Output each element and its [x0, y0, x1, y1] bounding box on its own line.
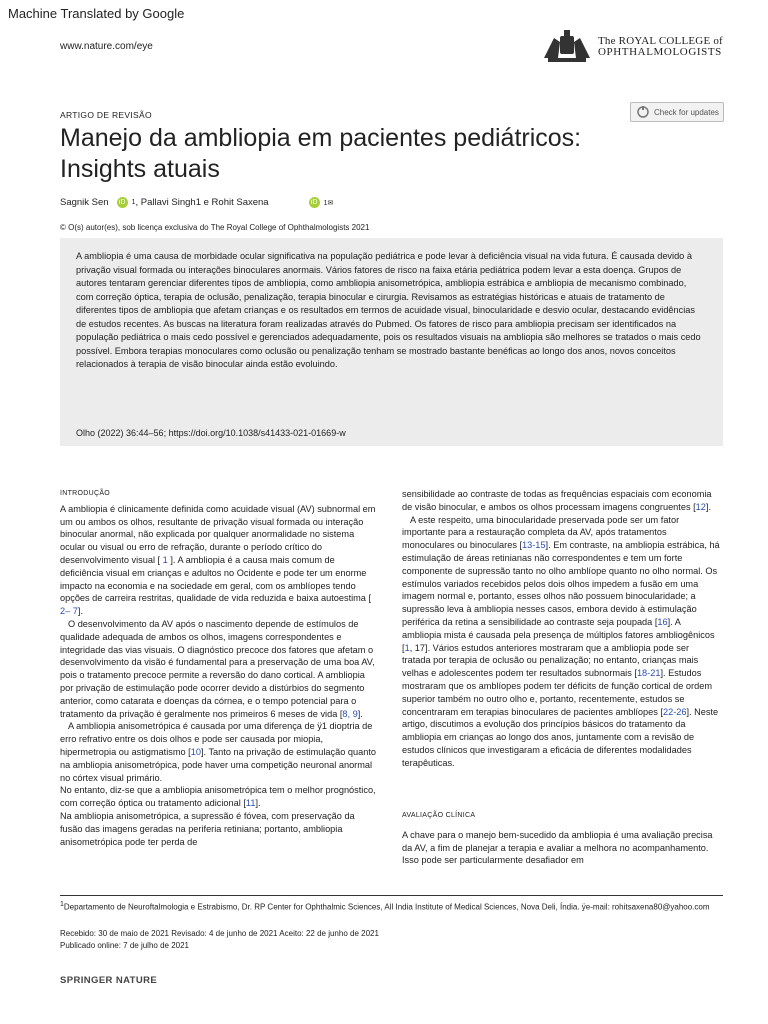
paragraph: A ambliopia é clinicamente definida como acuidade visual (AV) subnormal em um ou ambos os olhos, resultante de privação visual formada ou interação binocular anormal, não explicada por qualquer anormalidade no sistema ocular ou visual ou erro de refração, durante o período crítico do desenvolvimento visual [ 1 ]. A ambliopia é a causa mais comum de deficiência visual em crianças e adultos no Ocidente e pode ter um enorme impacto na economia e na sociedade em geral, com os amblíopes tendo opções de carreira restritas, qualidade de vida reduzida e baixa autoestima [ 2– 7].: [60, 503, 376, 617]
paragraph: A chave para o manejo bem-sucedido da ambliopia é uma avaliação precisa da AV, a fim de planejar a terapia e avaliar a melhora no acompanhamento. Isso pode ser particularmente desafiador em: [402, 829, 713, 866]
reference-link[interactable]: 8, 9: [342, 708, 358, 719]
title-line-1: Manejo da ambliopia em pacientes pediátricos:: [60, 124, 582, 152]
reference-link[interactable]: 1: [160, 554, 171, 565]
published-date: Publicado online: 7 de julho de 2021: [60, 941, 189, 950]
author-1-affiliation: 1: [131, 199, 136, 206]
article-title: [60, 123, 660, 185]
check-updates-label: Check for updates: [654, 107, 719, 117]
paragraph: sensibilidade ao contraste de todas as frequências espaciais com economia de visão binocular, e ambos os olhos processam imagens congruentes [12].: [402, 489, 712, 512]
author-list: [60, 197, 333, 208]
paragraph: A este respeito, uma binocularidade preservada pode ser um fator importante para a restauração completa da AV, após tratamentos monoculares ou binoculares [13-15]. Em contraste, na ambliopia estrábica, há estimulação de áreas retinianas não correspondentes e tem um forte componente de supressão tanto no olho amblíope quanto no olho normal. Os estímulos variados recebidos pelos dois olhos impedem a fusão em uma imagem normal e, portanto, esses olhos não possuem binocularidade; a supressão leva à ambliopia nesses casos, embora devido à estimulação periférica da retina a sensibilidade ao contraste seja poupada [16]. A ambliopia mista é causada pela presença de múltiplos fatores ambliogênicos [1, 17]. Vários estudos anteriores mostraram que a ambliopia pode ser tratada por terapia de oclusão ou penalização; no entanto, crianças mais velhas e adolescentes podem ter resultados subnormais [18-21]. Estudos mostraram que os amblíopes podem ter déficits de função cortical de ordem superior também no outro olho e, portanto, recentemente, estudos se concentraram em terapias binoculares de pacientes amblíopes [22-26]. Neste artigo, discutimos a evolução dos princípios básicos do tratamento da ambliopia em crianças ao longo dos anos, juntamente com a revisão de estudos clínicos que investigaram a eficácia de diferentes modalidades terapêuticas.: [402, 514, 720, 768]
article-type: ARTIGO DE REVISÃO: [60, 110, 152, 120]
translation-banner: Machine Translated by Google: [8, 6, 185, 21]
title-line-2: Insights atuais: [60, 155, 220, 183]
reference-link[interactable]: 16: [657, 616, 668, 627]
abstract-box: [60, 238, 723, 446]
paragraph: A ambliopia anisometrópica é causada por uma diferença de ÿ1 dioptria de erro refrativo entre os dois olhos e pode ser causada por miopia, hipermetropia ou astigmatismo [10]. Tanto na privação de estimulação quanto na ambliopia anisometrópica, pode haver uma competição neuronal anormal no córtex visual primário.: [60, 721, 376, 783]
abstract-text: A ambliopia é uma causa de morbidade ocular significativa na população pediátrica e pode levar à deficiência visual na vida futura. É causada devido à privação visual formada ou interações binoculares anormais. Vários fatores de risco na faixa etária pediátrica podem levar a esta doença. Grupos de autores tentaram gerenciar diferentes tipos de ambliopia, como ambliopia anisometrópica, ambliopia estrábica e ambliopia de mecanismo combinado, com correção óptica, terapia de oclusão, penalização, terapia binocular e cirurgia. Revisamos as estratégias históricas e atuais de tratamento de diferentes tipos de ambliopia que afetam crianças e os resultados em termos de acuidade visual, binocularidade e desvio ocular, destacando evidências de estudos recentes. As buscas na literatura foram realizadas através do Pubmed. Os fatores de risco para ambliopia precisam ser identificados na população pediátrica o mais cedo possível e gerenciados adequadamente, pois os resultados visuais na ambliopia são melhores se tratados o mais cedo possível. Embora terapias monoculares como oclusão ou penalização tenham se mostrado bastante benéficas ao longo dos anos, novos conceitos relacionados à terapia de visão binocular ainda estão evoluindo.: [76, 251, 701, 369]
journal-url[interactable]: www.nature.com/eye: [60, 41, 153, 52]
reference-link[interactable]: 18-21: [636, 668, 661, 679]
paragraph: No entanto, diz-se que a ambliopia anisometrópica tem o melhor prognóstico, com correção óptica ou tratamento adicional [11].: [60, 785, 376, 809]
clinical-section: [402, 810, 720, 867]
author-1[interactable]: Sagnik Sen: [60, 197, 109, 208]
footnote-divider: [60, 895, 723, 896]
reference-link[interactable]: 13-15: [522, 540, 546, 551]
paragraph: Na ambliopia anisometrópica, a supressão é fóvea, com preservação da fusão das imagens geradas na periferia retiniana; portanto, ambliopia anisometrópica pode ter perda de: [60, 810, 355, 847]
reference-link[interactable]: 11: [245, 798, 256, 809]
crest-icon: [540, 28, 594, 66]
column-right: [402, 488, 720, 770]
affiliation-footnote: 1Departamento de Neuroftalmologia e Estrabismo, Dr. RP Center for Ophthalmic Sciences, All India Institute of Medical Sciences, Nova Deli, Índia. ÿe-mail: rohitsaxena80@yahoo.com: [60, 901, 710, 912]
refresh-icon: [637, 106, 649, 118]
reference-link[interactable]: 1: [404, 642, 410, 653]
section-heading-clinical: AVALIAÇÃO CLÍNICA: [402, 812, 476, 819]
springer-nature-logo: SPRINGER NATURE: [60, 975, 158, 986]
column-left: [60, 488, 378, 848]
reference-link[interactable]: 10: [190, 746, 201, 757]
orcid-icon[interactable]: iD: [117, 197, 128, 208]
reference-link[interactable]: 2– 7: [60, 606, 78, 617]
publisher-line-1: The ROYAL COLLEGE of: [598, 35, 723, 47]
author-2-3[interactable]: , Pallavi Singh1 e Rohit Saxena: [135, 197, 269, 208]
publisher-line-2: OPHTHALMOLOGISTS: [598, 46, 722, 58]
check-updates-button[interactable]: [630, 102, 724, 122]
citation-doi[interactable]: Olho (2022) 36:44–56; https://doi.org/10.1038/s41433-021-01669-w: [76, 428, 346, 438]
section-heading-introduction: INTRODUÇÃO: [60, 490, 111, 497]
publisher-logo: [540, 28, 723, 66]
reference-link[interactable]: 12: [695, 501, 706, 512]
orcid-icon[interactable]: iD: [309, 197, 320, 208]
copyright-line: © O(s) autor(es), sob licença exclusiva do The Royal College of Ophthalmologists 2021: [60, 223, 370, 232]
author-3-affiliation: 1✉: [323, 199, 334, 207]
reference-link[interactable]: 22-26: [662, 706, 687, 717]
received-dates: Recebido: 30 de maio de 2021 Revisado: 4 de junho de 2021 Aceito: 22 de junho de 2021: [60, 929, 379, 938]
paragraph: O desenvolvimento da AV após o nascimento depende de estímulos de qualidade adequada de ambos os olhos, imagens correspondentes e integridade das vias visuais. O diagnóstico precoce dos fatores que afetam o desenvolvimento da visão é fundamental para a preservação de uma boa AV, pois o tratamento precoce permite a reversão do dano cortical. A ambliopia por privação de estimulação pode ocorrer devido a distúrbios do segmento anterior, como catarata e doenças da córnea, e o tempo potencial para o tratamento da privação é geralmente nos primeiros 6 meses de vida [8, 9].: [60, 618, 375, 719]
